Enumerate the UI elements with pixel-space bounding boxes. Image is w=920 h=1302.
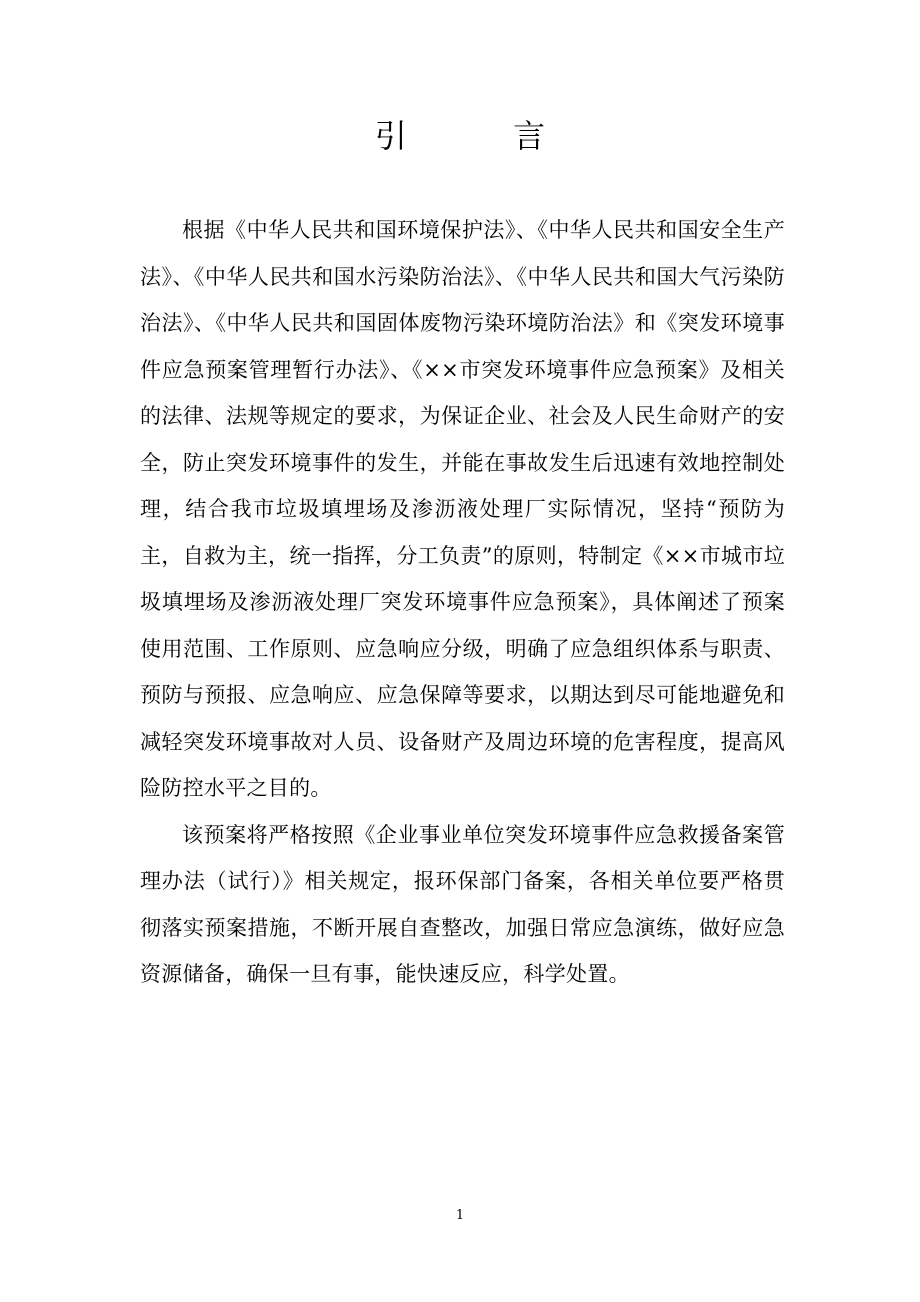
page-number: 1 (455, 1208, 465, 1223)
paragraph-2: 该预案将严格按照《企业事业单位突发环境事件应急救援备案管理办法（试行）》相关规定，报环保部门备案，各相关单位要严格贯彻落实预案措施，不断开展自查整改，加强日常应急演练，做好应急资源储备，确保一旦有事，能快速反应，科学处置。 (140, 822, 785, 986)
page-title: 引 言 (374, 117, 594, 155)
body-text (140, 207, 785, 998)
paragraph-1: 根据《中华人民共和国环境保护法》、《中华人民共和国安全生产法》、《中华人民共和国水污染防治法》、《中华人民共和国大气污染防治法》、《中华人民共和国固体废物污染环境防治法》和《突发环境事件应急预案管理暂行办法》、《××市突发环境事件应急预案》及相关的法律、法规等规定的要求，为保证企业、社会及人民生命财产的安全，防止突发环境事件的发生，并能在事故发生后迅速有效地控制处理，结合我市垃圾填埋场及渗沥液处理厂实际情况，坚持“预防为主，自救为主，统一指挥，分工负责”的原则，特制定《××市城市垃圾填埋场及渗沥液处理厂突发环境事件应急预案》，具体阐述了预案使用范围、工作原则、应急响应分级，明确了应急组织体系与职责、预防与预报、应急响应、应急保障等要求，以期达到尽可能地避免和减轻突发环境事故对人员、设备财产及周边环境的危害程度，提高风险防控水平之目的。 (140, 218, 785, 800)
